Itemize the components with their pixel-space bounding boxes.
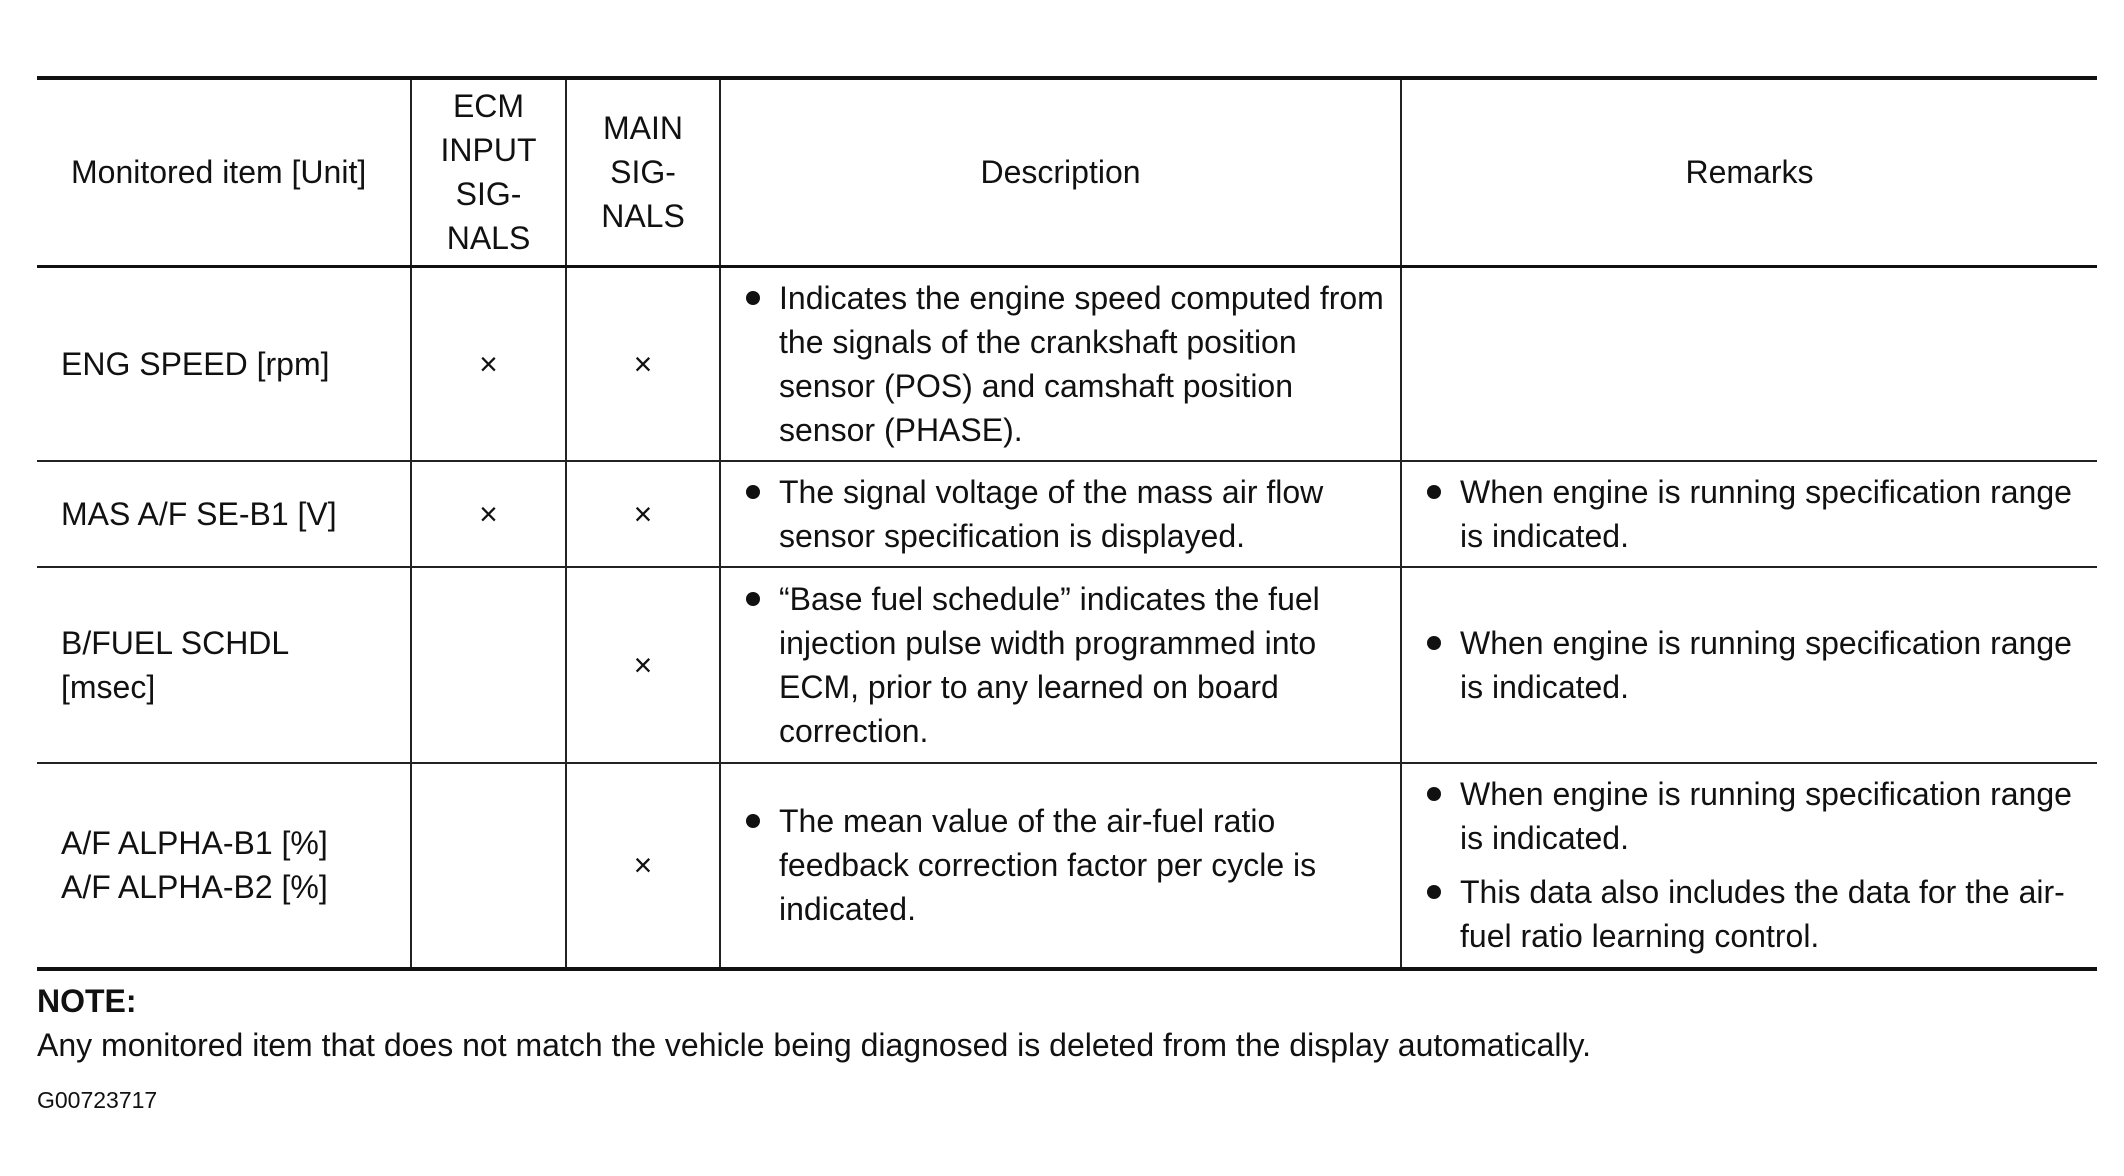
- table-header-row: [37, 78, 2097, 266]
- cell-monitored-item: MAS A/F SE-B1 [V]: [37, 461, 411, 567]
- note-title: NOTE:: [37, 982, 137, 1019]
- cell-description: [720, 266, 1401, 461]
- cell-ecm-input-mark: [411, 763, 566, 969]
- monitor-item-table: [37, 76, 2097, 971]
- cell-main-signal-mark: ×: [566, 461, 720, 567]
- cell-monitored-item: B/FUEL SCHDL [msec]: [37, 567, 411, 763]
- cell-ecm-input-mark: ×: [411, 266, 566, 461]
- header-remarks: Remarks: [1401, 78, 2097, 266]
- remark-bullet: This data also includes the data for the air-fuel ratio learning control.: [1424, 870, 2083, 958]
- cell-main-signal-mark: ×: [566, 763, 720, 969]
- cell-description: [720, 567, 1401, 763]
- table-row-mas-af-se-b1: [37, 461, 2097, 567]
- table-row-eng-speed: [37, 266, 2097, 461]
- table-row-af-alpha: [37, 763, 2097, 969]
- cell-main-signal-mark: ×: [566, 567, 720, 763]
- description-bullet: Indicates the engine speed computed from the signals of the crankshaft position sensor (POS) and camshaft position sensor (PHASE).: [743, 276, 1386, 452]
- figure-code: G00723717: [37, 1086, 158, 1113]
- header-description: Description: [720, 78, 1401, 266]
- monitor-item-sheet: [37, 76, 2097, 1114]
- note-text: Any monitored item that does not match the vehicle being diagnosed is deleted from the display automatically.: [37, 1026, 1592, 1063]
- description-bullet: “Base fuel schedule” indicates the fuel injection pulse width programmed into ECM, prior to any learned on board correction.: [743, 577, 1386, 753]
- cell-remarks: [1401, 266, 2097, 461]
- cell-remarks: [1401, 461, 2097, 567]
- cell-monitored-item: ENG SPEED [rpm]: [37, 266, 411, 461]
- description-bullet: The mean value of the air-fuel ratio feedback correction factor per cycle is indicated.: [743, 799, 1386, 931]
- description-bullet: The signal voltage of the mass air flow sensor specification is displayed.: [743, 470, 1386, 558]
- remark-bullet: When engine is running specification range is indicated.: [1424, 470, 2083, 558]
- cell-ecm-input-mark: [411, 567, 566, 763]
- cell-remarks: [1401, 763, 2097, 969]
- cell-main-signal-mark: ×: [566, 266, 720, 461]
- cell-monitored-item: A/F ALPHA-B1 [%] A/F ALPHA-B2 [%]: [37, 763, 411, 969]
- cell-description: [720, 461, 1401, 567]
- header-main-signals: MAIN SIG- NALS: [566, 78, 720, 266]
- cell-ecm-input-mark: ×: [411, 461, 566, 567]
- cell-description: [720, 763, 1401, 969]
- remark-bullet: When engine is running specification range is indicated.: [1424, 772, 2083, 860]
- table-row-b-fuel-schdl: [37, 567, 2097, 763]
- remark-bullet: When engine is running specification range is indicated.: [1424, 621, 2083, 709]
- header-monitored-item: Monitored item [Unit]: [37, 78, 411, 266]
- cell-remarks: [1401, 567, 2097, 763]
- header-ecm-input-signals: ECM INPUT SIG- NALS: [411, 78, 566, 266]
